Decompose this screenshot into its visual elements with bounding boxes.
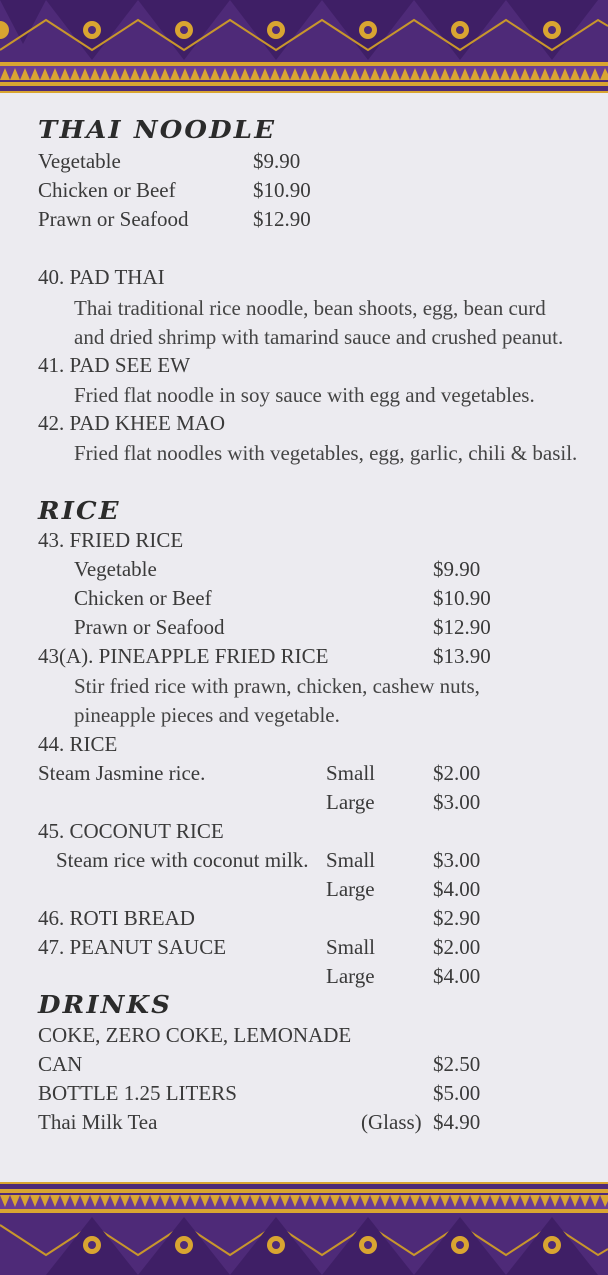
noodle-option-price: $12.90 [253, 207, 311, 231]
size-price: $4.00 [433, 877, 481, 901]
rice-option-label: Prawn or Seafood [74, 615, 225, 639]
rice-option-price: $9.90 [433, 557, 481, 581]
rice-option-price: $12.90 [433, 615, 491, 639]
size-price: $3.00 [433, 848, 481, 872]
noodle-option-label: Chicken or Beef [38, 178, 176, 202]
size-label: Small [326, 761, 376, 785]
menu-item-description: Steam Jasmine rice. [38, 761, 206, 785]
menu-item-title-pad-thai: 40. PAD THAI [38, 265, 165, 289]
size-price: $2.00 [433, 935, 481, 959]
menu-item-title-roti-bread: 46. ROTI BREAD [38, 906, 195, 930]
drink-unit: (Glass) [361, 1110, 422, 1134]
menu-item-price: $2.90 [433, 906, 481, 930]
top-decorative-band [0, 0, 608, 98]
drink-price: $5.00 [433, 1081, 481, 1105]
drink-price: $4.90 [433, 1110, 481, 1134]
menu-item-description: Steam rice with coconut milk. [56, 848, 309, 872]
thai-pattern-bottom [0, 1177, 608, 1275]
menu-item-price: $13.90 [433, 644, 491, 668]
menu-item-description: Fried flat noodle in soy sauce with egg and vegetables. [74, 383, 535, 407]
size-label: Small [326, 848, 376, 872]
menu-item-title-pineapple-fried-rice: 43(A). PINEAPPLE FRIED RICE [38, 644, 329, 668]
menu-item-title-peanut-sauce: 47. PEANUT SAUCE [38, 935, 227, 959]
menu-item-description: Thai traditional rice noodle, bean shoots, egg, bean curd [74, 296, 546, 320]
drink-price: $2.50 [433, 1052, 481, 1076]
menu-item-title-rice: 44. RICE [38, 732, 118, 756]
drink-label: BOTTLE 1.25 LITERS [38, 1081, 237, 1105]
size-price: $3.00 [433, 790, 481, 814]
menu-item-description: Stir fried rice with prawn, chicken, cashew nuts, [74, 674, 480, 698]
size-price: $4.00 [433, 964, 481, 988]
drinks-subtitle: COKE, ZERO COKE, LEMONADE [38, 1023, 352, 1047]
size-label: Small [326, 935, 376, 959]
menu-item-description: Fried flat noodles with vegetables, egg, garlic, chili & basil. [74, 441, 578, 465]
section-heading-thai-noodle: THAI NOODLE [38, 115, 277, 144]
rice-option-label: Chicken or Beef [74, 586, 212, 610]
size-label: Large [326, 877, 375, 901]
rice-option-label: Vegetable [74, 557, 157, 581]
size-label: Large [326, 964, 375, 988]
size-price: $2.00 [433, 761, 481, 785]
menu-item-description: pineapple pieces and vegetable. [74, 703, 340, 727]
size-label: Large [326, 790, 375, 814]
section-heading-rice: RICE [38, 496, 121, 525]
rice-option-price: $10.90 [433, 586, 491, 610]
drink-label: Thai Milk Tea [38, 1110, 158, 1134]
menu-item-title-coconut-rice: 45. COCONUT RICE [38, 819, 224, 843]
section-heading-drinks: DRINKS [38, 990, 173, 1019]
noodle-option-label: Vegetable [38, 149, 121, 173]
menu-item-title-pad-khee-mao: 42. PAD KHEE MAO [38, 411, 226, 435]
bottom-decorative-band [0, 1177, 608, 1275]
menu-item-description: and dried shrimp with tamarind sauce and crushed peanut. [74, 325, 564, 349]
noodle-option-price: $9.90 [253, 149, 301, 173]
noodle-option-price: $10.90 [253, 178, 311, 202]
drink-label: CAN [38, 1052, 83, 1076]
menu-item-title-pad-see-ew: 41. PAD SEE EW [38, 353, 191, 377]
noodle-option-label: Prawn or Seafood [38, 207, 189, 231]
menu-item-title-fried-rice: 43. FRIED RICE [38, 528, 184, 552]
thai-pattern-top [0, 0, 608, 98]
